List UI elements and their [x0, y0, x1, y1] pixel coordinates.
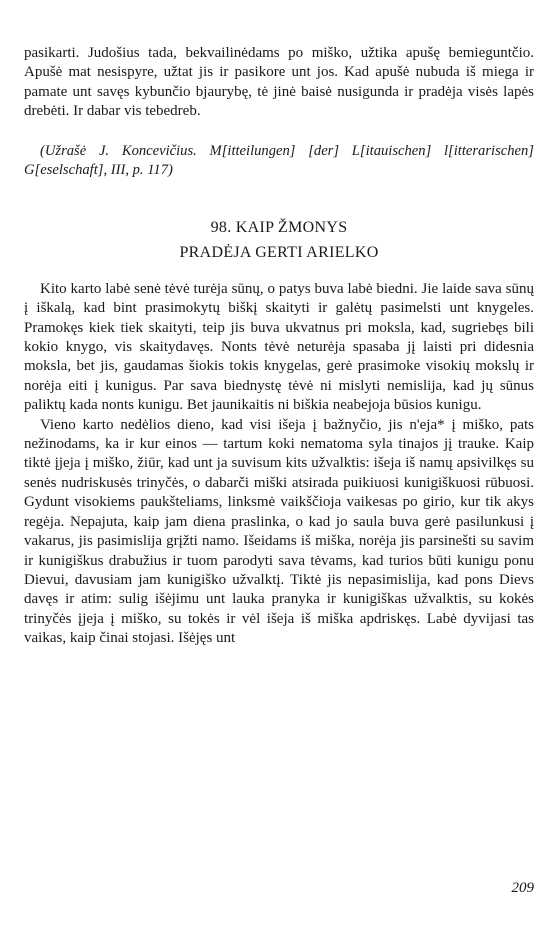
story-title: [24, 215, 534, 265]
source-note: (Užrašė J. Koncevičius. M[itteilungen] [der] L[itauischen] l[itterarischen] G[eselschaft], III, p. 117): [24, 142, 534, 179]
story-title-line-2: PRADĖJA GERTI ARIELKO: [179, 243, 379, 261]
story-title-line-1: 98. KAIP ŽMONYS: [210, 218, 348, 236]
story-paragraph-2: Vieno karto nedėlios dieno, kad visi išeja į bažnyčio, jis n'eja* į miško, pats nežinodams, ka ir kur einos — tartum koki nematoma syla tinajos jį trauke. Kaip tiktė įjeja į miško, žiūr, kad unt ja suvisum kits užvalktis: išeja iš namų apsivilkęs su senės nudriskusės trinyčės, o dabarči miški atsirada puikiuosi kunigiškuosi rūbuosi. Gydunt visokiems paukšteliams, linksmė vaikščioja vaikesas po girio, kur tik akys regėja. Nepajuta, kaip jam diena praslinka, o kad jo saula buva gerė pasilunkusi į vakarus, jis pasimislija grįžti namo. Išeidams iš miška, norėja jis parsinešti su savim ir kunigiškus drabužius ir tuom parodyti sava tėvams, kad turios būti kunigu ponu Dievui, davusiam jam kunigiško užvalktį. Tiktė jis nepasimislija, kad pons Dievs davęs ir atim: sulig išėjimu unt lauka pranyka ir kunigiškas užvalktis, su kokės trinyčės įjeja į miško, su tokės ir vėl išeja iš miška apdriskęs. Labė dyvijasi tas vaikas, kaip činai stojasi. Išėjęs unt: [24, 416, 534, 647]
opening-paragraph: pasikarti. Judošius tada, bekvailinėdams po miško, užtika apušę bemieguntčio. Apušė mat nesispyre, užtat jis ir pasikore unt jos. Kad apušė nubuda iš miega ir pamate unt savęs kybunčio bjaurybę, tė jinė baisė nusigunda ir pradėja visės lapės drebėti. Ir dabar vis tebedreb.: [24, 45, 534, 120]
story-paragraph-1: Kito karto labė senė tėvė turėja sūnų, o patys buva labė biedni. Jie laide sava sūnų į iškalą, kad bint prasimokytų biškį skaityti ir galėtų pasimelsti unt knygeles. Pramokęs kiek tiek skaityti, teip jis buva ukvatnus pri moksla, kad, sugriebęs bili kokio knygo, vis skaitydavęs. Nonts tėvė neturėja spasaba jį laisti pri didesnia moksla, bet jis, gaudamas šiokis tokis knygelas, gerė prasimoke visokių mokslų ir norėja eiti į kunigus. Par sava biednystę tėvė ni mislyti nemislija, kad jų sūnus paliktų kada nonts kunigu. Bet jaunikaitis ni biškia neabejoja būsios kunigu.: [24, 280, 534, 414]
page-number: 209: [511, 880, 534, 896]
book-page: [24, 44, 534, 649]
